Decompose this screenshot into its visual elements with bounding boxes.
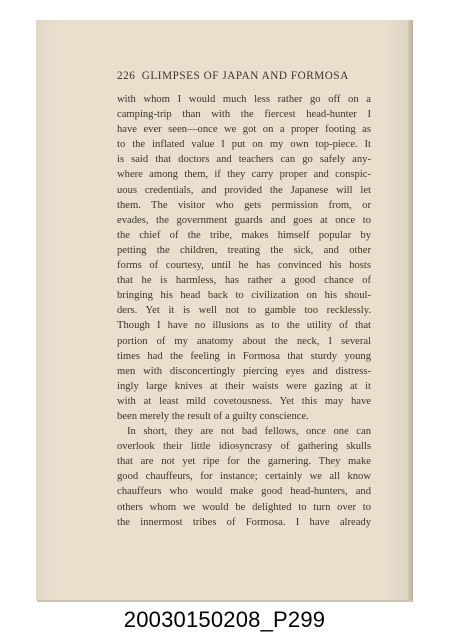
text-line: others whom we would be delighted to turn over to xyxy=(117,501,371,513)
text-line: to the inflated value I put on my own top-piece. It xyxy=(117,139,371,151)
text-line: Though I have no illusions as to the utility of that xyxy=(117,320,371,332)
text-line: with at least mild covetousness. Yet this may have xyxy=(117,395,371,407)
text-line: that he is harmless, has rather a good chance of xyxy=(117,275,371,287)
text-line: camping-trip than with the fiercest head-hunter I xyxy=(117,109,371,121)
text-line: times had the feeling in Formosa that sturdy young xyxy=(117,350,371,362)
text-line: uous credentials, and provided the Japanese will let xyxy=(117,184,371,196)
running-header xyxy=(117,70,377,82)
text-line: chauffeurs who would make good head-hunters, and xyxy=(117,486,371,498)
text-line: them. The visitor who gets permission from, or xyxy=(117,199,371,211)
text-line: have ever seen—once we got on a proper footing as xyxy=(117,124,371,136)
page-number: 226 xyxy=(117,70,136,82)
image-id-caption: 20030150208_P299 xyxy=(123,607,326,632)
text-line: with whom I would much less rather go off on a xyxy=(117,94,371,105)
text-line: bringing his head back to civilization on his shoul- xyxy=(117,290,371,302)
text-line: good chauffeurs, for instance; certainly we all know xyxy=(117,471,371,483)
text-line: ders. Yet it is well not to gamble too recklessly. xyxy=(117,305,371,317)
text-line: ingly large knives at their waists were gazing at it xyxy=(117,380,371,392)
text-line: where among them, if they carry proper and conspic- xyxy=(117,169,371,181)
text-line: that are not yet ripe for the garnering. They make xyxy=(117,456,371,468)
text-line: overlook their little idiosyncrasy of gathering skulls xyxy=(117,441,371,453)
text-line: men with disconcertingly piercing eyes and distress- xyxy=(117,365,371,377)
page-edge xyxy=(408,20,413,600)
paragraph-start-line: In short, they are not bad fellows, once one can xyxy=(127,426,371,438)
text-line: portion of my anatomy about the neck, I several xyxy=(117,335,371,347)
body-text xyxy=(117,92,371,530)
text-line: petting the children, treating the sick, and other xyxy=(117,244,371,256)
text-line: the innermost tribes of Formosa. I have already xyxy=(117,516,371,528)
running-title: GLIMPSES OF JAPAN AND FORMOSA xyxy=(141,70,349,82)
text-line: evades, the government guards and goes at once to xyxy=(117,214,371,226)
text-line: is said that doctors and teachers can go safely any- xyxy=(117,154,371,166)
text-line: been merely the result of a guilty conscience. xyxy=(117,410,309,422)
text-line: forms of courtesy, until he has convinced his hosts xyxy=(117,260,371,272)
text-line: the chief of the tribe, makes himself popular by xyxy=(117,229,371,241)
